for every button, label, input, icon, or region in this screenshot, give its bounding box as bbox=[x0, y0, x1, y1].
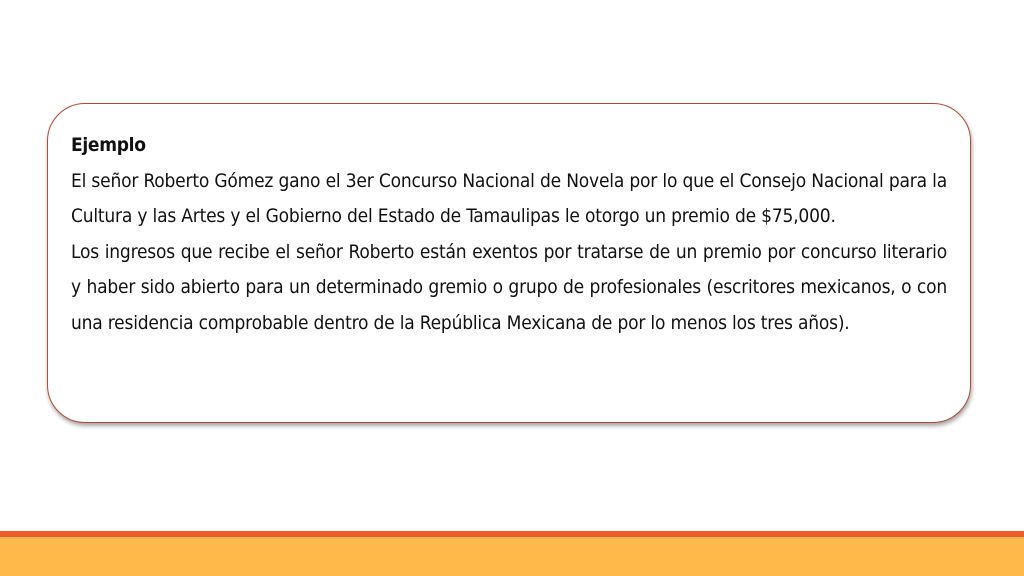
example-heading: Ejemplo bbox=[71, 134, 146, 156]
example-text-box bbox=[47, 103, 971, 423]
footer-bar bbox=[0, 537, 1024, 576]
example-paragraph-2: Los ingresos que recibe el señor Roberto están exentos por tratarse de un premio por concurso literario y haber sido abierto para un determinado gremio o grupo de profesionales (escritores mexicanos, o con una residencia comprobable dentro de la República Mexicana de por lo menos los tres años). bbox=[71, 240, 947, 334]
example-paragraph-1: El señor Roberto Gómez gano el 3er Concurso Nacional de Novela por lo que el Consejo Nacional para la Cultura y las Artes y el Gobierno del Estado de Tamaulipas le otorgo un premio de $75,000. bbox=[71, 169, 947, 227]
